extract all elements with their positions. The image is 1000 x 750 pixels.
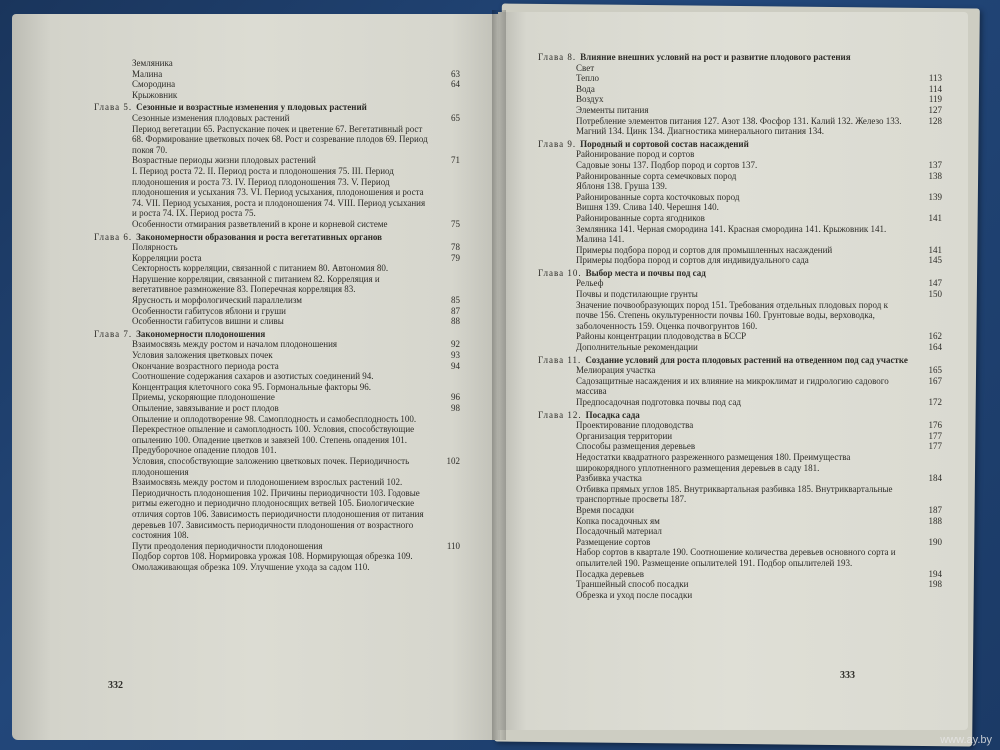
entry-title: Размещение сортов <box>576 536 651 547</box>
toc-entry <box>94 69 460 80</box>
toc-entry <box>538 420 942 431</box>
entry-title: Взаимосвязь между ростом и плодоношением взрослых растений 102. Периодичность плодоношения 102. Причины периодичности 103. Годовые ритмы ежегодно и периодично плодоносящих ветвей 105. Биологические отличия сортов 106. Зависимость периодичности плодоношения от питания деревьев 107. Зависимость периодичности плодоношения от возрастного состояния 108. <box>132 477 424 541</box>
entry-title: Районированные сорта косточковых пород <box>576 191 740 202</box>
entry-title: Районирование пород и сортов <box>576 149 695 160</box>
entry-page-number: 145 <box>928 255 942 266</box>
toc-entry <box>538 397 942 408</box>
entry-title: Условия заложения цветковых почек <box>132 350 273 361</box>
entry-title: Земляника 141. Черная смородина 141. Красная смородина 141. Крыжовник 141. Малина 141. <box>576 223 887 245</box>
toc-entry <box>538 149 942 160</box>
toc-entry <box>94 90 460 101</box>
entry-page-number: 128 <box>928 115 942 126</box>
entry-title: Время посадки <box>576 504 634 515</box>
toc-entry <box>538 376 942 397</box>
toc-entry <box>538 569 942 580</box>
toc-entry <box>94 350 460 361</box>
entry-title: Влияние внешних условий на рост и развитие плодового растения <box>580 52 851 62</box>
entry-title: Опыление и оплодотворение 98. Самоплодность и самобесплодность 100. Перекрестное опыление и самоплодность 100. Условия, способствующие опылению 100. Опадение цветков и завязей 100. Степень опадения 101. Предуборочное опадение плодов 101. <box>132 413 417 456</box>
entry-title: Взаимосвязь между ростом и началом плодоношения <box>132 339 338 350</box>
entry-title: Выбор места и почвы под сад <box>585 267 706 278</box>
entry-title: Возрастные периоды жизни плодовых растений <box>132 155 316 166</box>
entry-page-number: 87 <box>451 305 460 316</box>
entry-title: Садозащитные насаждения и их влияние на микроклимат и гидрологию садового массива <box>576 375 889 397</box>
entry-title: Проектирование плодоводства <box>576 420 694 431</box>
toc-entry <box>538 516 942 527</box>
entry-page-number: 96 <box>451 392 460 403</box>
toc-entry <box>538 171 942 182</box>
chapter-heading <box>538 139 942 150</box>
entry-title: Особенности габитусов яблони и груши <box>132 305 286 316</box>
toc-entry <box>94 124 460 156</box>
toc-entry <box>538 590 942 601</box>
toc-entry <box>538 192 942 203</box>
entry-title: Примеры подбора пород и сортов для индивидуального сада <box>576 255 809 266</box>
chapter-label: Глава 9. <box>538 138 577 149</box>
entry-page-number: 113 <box>928 73 942 84</box>
entry-title: Смородина <box>132 79 176 90</box>
entry-title: Земляника <box>132 58 173 68</box>
entry-title: Сезонные и возрастные изменения у плодовых растений <box>136 102 367 113</box>
toc-entry <box>538 213 942 224</box>
toc-entry <box>94 219 460 230</box>
toc-entry <box>538 160 942 171</box>
entry-page-number: 184 <box>928 473 942 484</box>
toc-entry <box>94 551 460 572</box>
entry-title: Организация территории <box>576 430 673 441</box>
chapter-heading <box>538 410 942 421</box>
entry-page-number: 138 <box>928 170 942 181</box>
entry-page-number: 98 <box>451 403 460 413</box>
left-toc <box>94 58 460 573</box>
left-page <box>12 14 500 740</box>
entry-title: Период вегетации 65. Распускание почек и цветение 67. Вегетативный рост 68. Формирование цветковых почек 68. Рост и созревание плодов 69. Период покоя 70. <box>132 123 428 155</box>
toc-entry <box>538 431 942 442</box>
entry-title: Районы концентрации плодоводства в БССР <box>576 331 747 342</box>
entry-title: Примеры подбора пород и сортов для промышленных насаждений <box>576 244 833 255</box>
entry-title: Посадка деревьев <box>576 568 645 579</box>
entry-title: Вишня 139. Слива 140. Черешня 140. <box>576 202 719 213</box>
entry-title: Садовые зоны 137. Подбор пород и сортов 137. <box>576 159 758 170</box>
entry-title: Посадка сада <box>585 409 640 420</box>
chapter-label: Глава 6. <box>94 231 133 242</box>
entry-title: Мелиорация участка <box>576 365 656 376</box>
entry-title: Элементы питания <box>576 104 649 115</box>
entry-title: Малина <box>132 68 163 79</box>
toc-entry <box>538 94 942 105</box>
entry-title: Сезонные изменения плодовых растений <box>132 112 290 123</box>
toc-entry <box>538 331 942 342</box>
toc-entry <box>538 547 942 568</box>
entry-title: Особенности отмирания разветвлений в кроне и корневой системе <box>132 218 388 229</box>
toc-entry <box>538 63 942 74</box>
entry-title: Тепло <box>576 73 599 84</box>
toc-entry <box>538 73 942 84</box>
toc-entry <box>94 253 460 264</box>
entry-page-number: 164 <box>928 342 942 353</box>
entry-title: Посадочный материал <box>576 526 662 537</box>
entry-title: Подбор сортов 108. Нормировка урожая 108. Нормирующая обрезка 109. Омолаживающая обрезка 109. Улучшение ухода за садом 110. <box>132 551 413 572</box>
entry-page-number: 147 <box>928 278 942 289</box>
entry-title: Приемы, ускоряющие плодоношение <box>132 392 275 403</box>
chapter-label: Глава 8. <box>538 52 577 62</box>
toc-entry <box>538 365 942 376</box>
entry-title: Секторность корреляции, связанной с питанием 80. Автономия 80. Нарушение корреляции, связанной с питанием 82. Корреляция и вегетативное размножение 83. Поперечная корреляция 83. <box>132 263 389 295</box>
entry-page-number: 150 <box>928 289 942 300</box>
toc-entry <box>538 484 942 505</box>
entry-title: Создание условий для роста плодовых растений на отведенном под сад участке <box>585 354 908 365</box>
entry-title: Набор сортов в квартале 190. Соотношение количества деревьев основного сорта и опылителей 190. Размещение опылителей 191. Подбор опылителей 193. <box>576 547 896 568</box>
entry-title: Обрезка и уход после посадки <box>576 589 693 600</box>
toc-entry <box>94 541 460 552</box>
entry-page-number: 137 <box>928 159 942 170</box>
toc-entry <box>538 289 942 300</box>
toc-entry <box>94 306 460 317</box>
entry-page-number: 64 <box>451 79 460 90</box>
entry-title: Разбивка участка <box>576 473 642 484</box>
chapter-label: Глава 12. <box>538 409 582 420</box>
entry-page-number: 114 <box>928 83 942 94</box>
entry-title: Потребление элементов питания 127. Азот 138. Фосфор 131. Калий 132. Железо 133. Магний 134. Цинк 134. Диагностика минерального питания 134. <box>576 115 902 137</box>
entry-title: Опыление, завязывание и рост плодов <box>132 403 279 413</box>
toc-entry <box>94 414 460 456</box>
chapter-label: Глава 11. <box>538 354 582 365</box>
chapter-heading <box>94 329 460 340</box>
toc-entry <box>94 155 460 166</box>
entry-page-number: 65 <box>451 112 460 123</box>
toc-entry <box>538 224 942 245</box>
entry-title: Окончание возрастного периода роста <box>132 360 279 371</box>
entry-title: Ярусность и морфологический параллелизм <box>132 295 302 306</box>
toc-entry <box>94 456 460 477</box>
entry-title: Воздух <box>576 94 604 105</box>
entry-page-number: 177 <box>928 430 942 441</box>
watermark: www.ay.by <box>940 734 992 746</box>
toc-entry <box>94 295 460 306</box>
toc-entry <box>94 166 460 219</box>
entry-title: Особенности габитусов вишни и сливы <box>132 316 284 327</box>
entry-page-number: 141 <box>928 212 942 223</box>
entry-title: Крыжовник <box>132 89 178 100</box>
toc-entry <box>538 116 942 137</box>
chapter-heading <box>538 355 942 366</box>
toc-entry <box>538 202 942 213</box>
toc-entry <box>94 79 460 90</box>
entry-page-number: 139 <box>928 191 942 202</box>
toc-entry <box>94 403 460 414</box>
entry-page-number: 187 <box>928 504 942 515</box>
entry-title: Вода <box>576 83 595 94</box>
entry-page-number: 127 <box>928 104 942 115</box>
entry-title: Дополнительные рекомендации <box>576 342 698 353</box>
entry-page-number: 94 <box>451 360 460 371</box>
toc-entry <box>94 242 460 253</box>
entry-page-number: 88 <box>451 316 460 327</box>
toc-entry <box>538 300 942 332</box>
chapter-heading <box>94 232 460 243</box>
right-toc <box>538 52 942 600</box>
toc-entry <box>94 361 460 372</box>
entry-page-number: 71 <box>451 155 460 166</box>
entry-title: Корреляции роста <box>132 252 202 263</box>
entry-page-number: 172 <box>928 397 942 407</box>
entry-title: Значение почвообразующих пород 151. Требования отдельных плодовых пород к почве 156. Степень окультуренности почвы 160. Грунтовые воды, верховодка, заболоченность 159. Оценка почвогрунтов 160. <box>576 299 888 331</box>
entry-page-number: 141 <box>928 244 942 255</box>
entry-title: Способы размещения деревьев <box>576 441 696 452</box>
toc-entry <box>94 392 460 403</box>
toc-entry <box>94 113 460 124</box>
toc-entry <box>538 579 942 590</box>
toc-entry <box>538 537 942 548</box>
toc-entry <box>94 263 460 295</box>
entry-title: Условия, способствующие заложению цветковых почек. Периодичность плодоношения <box>132 455 410 477</box>
entry-title: Соотношение содержания сахаров и азотистых соединений 94. Концентрация клеточного сока 95. Гормональные факторы 96. <box>132 371 374 392</box>
toc-entry <box>538 441 942 452</box>
toc-entry <box>538 105 942 116</box>
entry-title: Пути преодоления периодичности плодоношения <box>132 540 323 551</box>
entry-page-number: 79 <box>451 252 460 263</box>
entry-title: Районированные сорта семечковых пород <box>576 170 737 181</box>
chapter-heading <box>538 52 942 63</box>
entry-page-number: 177 <box>928 441 942 452</box>
toc-entry <box>538 278 942 289</box>
toc-entry <box>538 245 942 256</box>
entry-page-number: 75 <box>451 218 460 229</box>
chapter-heading <box>538 268 942 279</box>
entry-title: I. Период роста 72. II. Период роста и плодоношения 75. III. Период плодоношения и роста 73. IV. Период плодоношения 73. V. Период плодоношения и усыхания 73. VI. Период усыхания, плодоношения и роста 74. VII. Период усыхания, роста и плодоношения 74. VIII. Период усыхания и роста 74. IX. Период роста 75. <box>132 165 426 219</box>
entry-page-number: 194 <box>928 568 942 579</box>
toc-entry <box>538 452 942 473</box>
toc-entry <box>94 316 460 327</box>
toc-entry <box>538 84 942 95</box>
entry-title: Отбивка прямых углов 185. Внутриквартальная разбивка 185. Внутриквартальные транспортные просветы 187. <box>576 483 893 505</box>
entry-title: Недостатки квадратного разреженного размещения 180. Преимущества широкорядного уплотненного размещения деревьев в саду 181. <box>576 451 851 473</box>
right-page <box>498 12 968 730</box>
entry-page-number: 119 <box>928 94 942 105</box>
chapter-heading <box>94 102 460 113</box>
toc-entry <box>94 339 460 350</box>
entry-page-number: 63 <box>451 68 460 79</box>
toc-entry <box>538 505 942 516</box>
toc-entry <box>94 477 460 541</box>
entry-page-number: 93 <box>451 350 460 361</box>
entry-title: Свет <box>576 62 595 73</box>
entry-page-number: 162 <box>928 331 942 342</box>
chapter-label: Глава 5. <box>94 102 133 113</box>
entry-title: Районированные сорта ягодников <box>576 212 705 223</box>
toc-entry <box>538 255 942 266</box>
entry-title: Породный и сортовой состав насаждений <box>580 138 749 149</box>
entry-page-number: 190 <box>928 536 942 547</box>
entry-page-number: 188 <box>928 515 942 526</box>
toc-entry <box>94 58 460 69</box>
entry-page-number: 85 <box>451 295 460 306</box>
entry-title: Полярность <box>132 242 178 253</box>
book-gutter <box>492 10 506 740</box>
entry-title: Траншейный способ посадки <box>576 579 689 590</box>
entry-title: Почвы и подстилающие грунты <box>576 289 698 300</box>
entry-page-number: 165 <box>928 365 942 376</box>
toc-entry <box>538 473 942 484</box>
entry-title: Яблоня 138. Груша 139. <box>576 181 667 192</box>
entry-title: Копка посадочных ям <box>576 515 660 526</box>
toc-entry <box>94 371 460 392</box>
toc-entry <box>538 342 942 353</box>
left-page-number: 332 <box>108 680 123 692</box>
entry-page-number: 78 <box>451 242 460 253</box>
entry-title: Предпосадочная подготовка почвы под сад <box>576 397 741 407</box>
chapter-label: Глава 10. <box>538 267 582 278</box>
entry-title: Закономерности плодоношения <box>136 328 266 339</box>
entry-title: Закономерности образования и роста вегетативных органов <box>136 231 383 242</box>
entry-page-number: 176 <box>928 420 942 431</box>
entry-page-number: 102 <box>446 455 460 466</box>
entry-page-number: 92 <box>451 339 460 350</box>
entry-page-number: 110 <box>446 540 460 551</box>
entry-page-number: 167 <box>928 375 942 386</box>
right-page-number: 333 <box>840 670 855 682</box>
toc-entry <box>538 181 942 192</box>
entry-title: Рельеф <box>576 278 604 289</box>
toc-entry <box>538 526 942 537</box>
chapter-label: Глава 7. <box>94 328 133 339</box>
entry-page-number: 198 <box>928 579 942 590</box>
